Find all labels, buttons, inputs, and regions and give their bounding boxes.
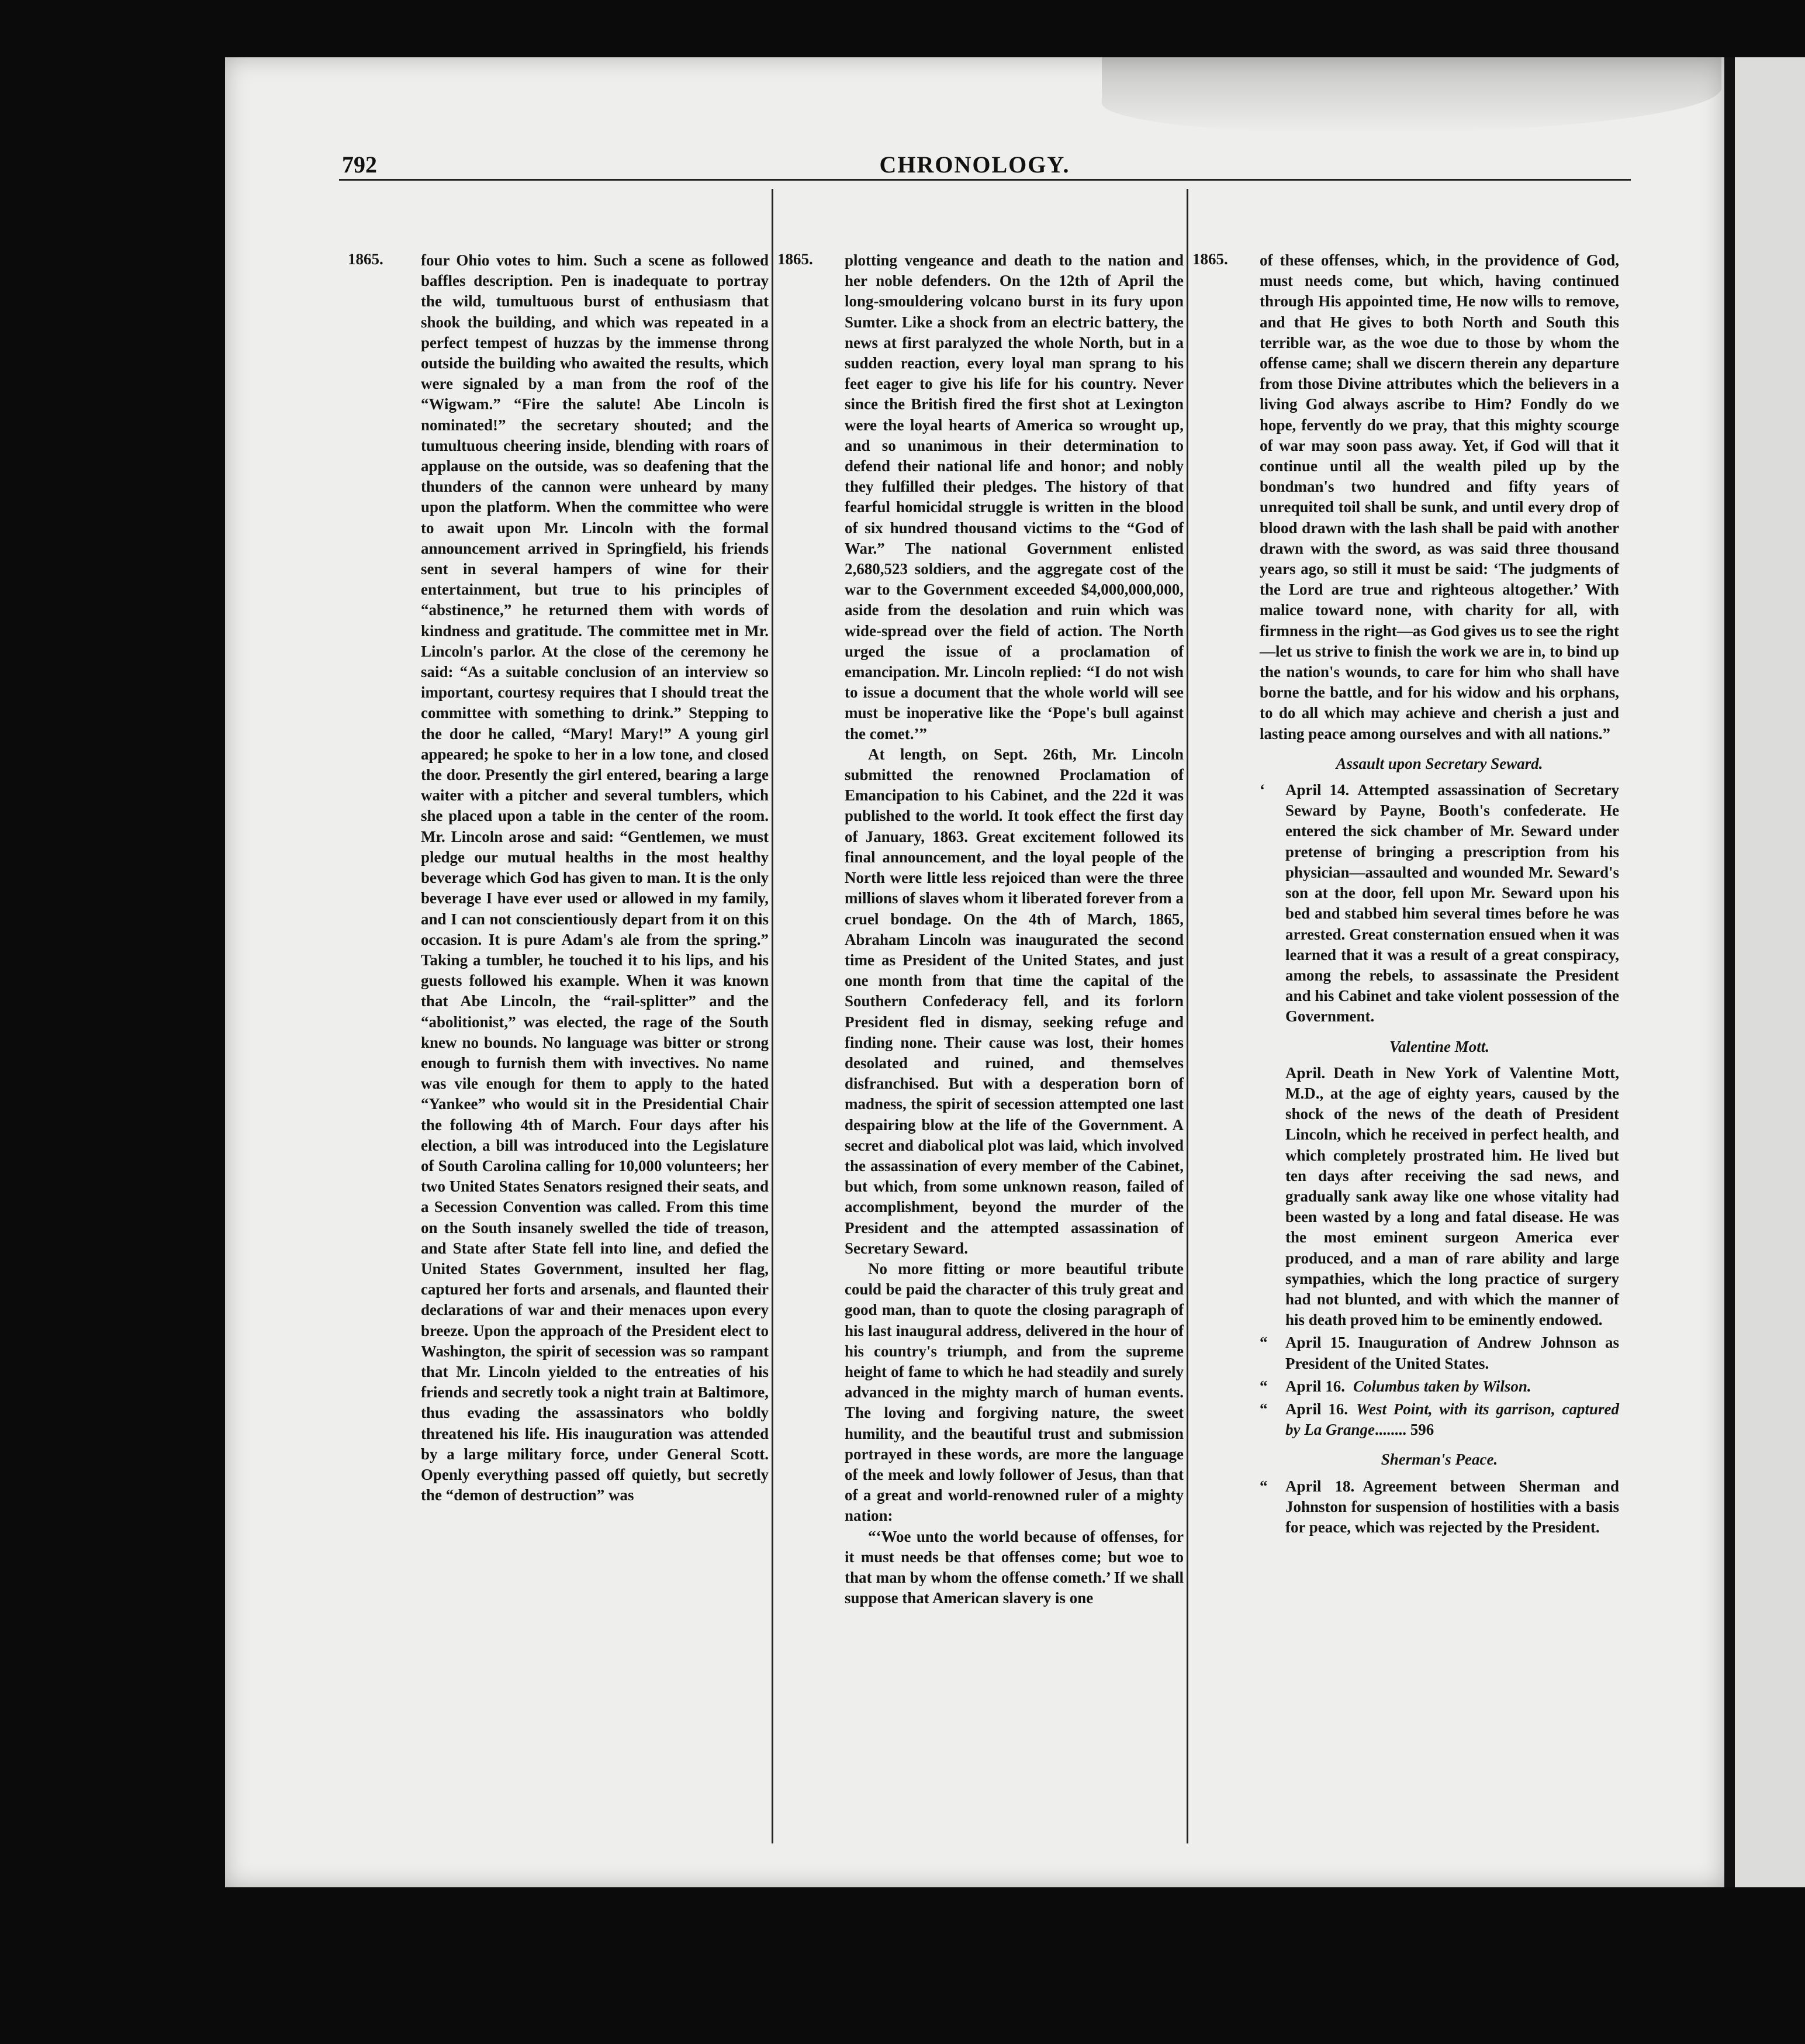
column-3 — [1260, 250, 1619, 1540]
ditto-mark: “ — [1260, 1377, 1268, 1395]
col1-text: four Ohio votes to him. Such a scene as followed baffles description. Pen is inadequate to portray the wild, tumultuous burst of enthusiasm that shook the building, and which was repeated in a perfect tempest of huzzas by the immense throng outside the building who awaited the results, which were signaled by a man from the roof of the “Wigwam.” “Fire the salute! Abe Lincoln is nominated!” the secretary shouted; and the tumultuous cheering inside, blending with roars of applause on the outside, was so deafening that the thunders of the cannon were unheard by many upon the platform. When the committee who were to await upon Mr. Lincoln with the formal announcement arrived in Springfield, his friends sent in several hampers of wine for their entertainment, but true to his principles of “abstinence,” he returned them with words of kindness and gratitude. The committee met in Mr. Lincoln's parlor. At the close of the ceremony he said: “As a suitable conclusion of an interview so important, courtesy requires that I should treat the committee with something to drink.” Stepping to the door he called, “Mary! Mary!” A young girl appeared; he spoke to her in a low tone, and closed the door. Presently the girl entered, bearing a large waiter with a pitcher and several tumblers, which she placed upon a table in the center of the room. Mr. Lincoln arose and said: “Gentlemen, we must pledge our mutual healths in the most healthy beverage which God has given to man. It is the only beverage I have ever used or allowed in my family, and I can not conscientiously depart from it on this occasion. It is pure Adam's ale from the spring.” Taking a tumbler, he touched it to his lips, and his guests followed his example. When it was known that Abe Lincoln, the “rail-splitter” and the “abolitionist,” was elected, the rage of the South knew no bounds. No language was bitter or strong enough to furnish them with invectives. No name was vile enough for them to apply to the hated “Yankee” who would sit in the Presidential Chair the following 4th of March. Four days after his election, a bill was introduced into the Legislature of South Carolina calling for 10,000 volunteers; her two United States Senators resigned their seats, and a Secession Convention was called. From this time on the South insanely swelled the tide of treason, and State after State fell into line, and defied the United States Government, insulted her flag, captured her forts and arsenals, and flaunted their declarations of war and their menaces upon every breeze. Upon the approach of the President elect to Washington, the spirit of secession was so rampant that Mr. Lincoln yielded to the entreaties of his friends and secretly took a night train at Baltimore, thus evading the assassinators who boldly threatened his life. His inauguration was attended by a large military force, under General Scott. Openly everything passed off quietly, but secretly the “demon of destruction” was — [421, 251, 769, 1504]
column-1 — [421, 250, 769, 1506]
entry-text: Attempted assassination of Secretary Seward by Payne, Booth's confederate. He entered the sick chamber of Mr. Seward under pretense of bringing a prescription from his physician—assaulted and wounded Mr. Seward's son at the door, fell upon Mr. Seward upon his bed and stabbed him several times before he was arrested. Great consternation ensued when it was learned that it was a result of a great conspiracy, among the rebels, to assassinate the President and his Cabinet and take violent possession of the Government. — [1285, 781, 1619, 1026]
entry-text: Death in New York of Valentine Mott, M.D., at the age of eighty years, caused by the shock of the news of the death of President Lincoln, which he received in perfect health, and which completely prostrated him. He lived but ten days after receiving the sad news, and gradually sank away like one whose vitality had been wasted by a long and fatal disease. He was the most eminent surgeon America ever produced, and a man of rare ability and large sympathies, which the long practice of surgery had not blunted, and with which the manner of his death proved him to be eminently endowed. — [1285, 1064, 1619, 1329]
entry-date: April 14. — [1285, 781, 1350, 799]
col3-paragraph-1: of these offenses, which, in the providence of God, must needs come, but which, having continued through His appointed time, He now wills to remove, and that He gives to both North and South this terrible war, as the woe due to those by whom the offense came; shall we discern therein any departure from those Divine attributes which the believers in a living God always ascribe to Him? Fondly do we hope, fervently do we pray, that this mighty scourge of war may soon pass away. Yet, if God will that it continue until all the wealth piled up by the bondman's two hundred and fifty years of unrequited toil shall be sunk, and until every drop of blood drawn with the lash shall be paid with another drawn with the sword, as was said three thousand years ago, so still it must be said: ‘The judgments of the Lord are true and righteous altogether.’ With malice toward none, with charity for all, with firmness in the right—as God gives us to see the right—let us strive to finish the work we are in, to bind up the nation's wounds, to care for him who shall have borne the battle, and for his widow and his orphans, to do all which may achieve and cherish a just and lasting peace among ourselves and with all nations.” — [1260, 251, 1619, 743]
entry-text: Agreement between Sherman and Johnston for suspension of hostilities with a basis for peace, which was rejected by the President. — [1285, 1477, 1619, 1536]
adjacent-page-edge — [1724, 57, 1805, 1887]
entry-date: April 18. — [1285, 1477, 1355, 1495]
col2-paragraph-1: plotting vengeance and death to the nation and her noble defenders. On the 12th of April the long-smouldering volcano burst in its fury upon Sumter. Like a shock from an electric battery, the news at first paralyzed the whole North, but in a sudden reaction, every loyal man sprang to his feet eager to give his life for his country. Never since the British fired the first shot at Lexington were the loyal hearts of America so wrought up, and so unanimous in their determination to defend their national life and honor; and nobly they fulfilled their pledges. The history of that fearful homicidal struggle is written in the blood of six hundred thousand victims to the “God of War.” The national Government enlisted 2,680,523 soldiers, and the aggregate cost of the war to the Government exceeded $4,000,000,000, aside from the desolation and ruin which was wide-spread over the field of action. The North urged the issue of a proclamation of emancipation. Mr. Lincoln replied: “I do not wish to issue a document that the whole world will see must be inoperative like the ‘Pope's bull against the comet.’” — [845, 251, 1184, 743]
ditto-mark: “ — [1260, 1477, 1268, 1495]
chronology-entry — [1260, 1476, 1619, 1538]
entry-date: April 16. — [1285, 1400, 1348, 1418]
column-2 — [845, 250, 1184, 1608]
page-number: 792 — [342, 151, 377, 178]
running-head: CHRONOLOGY. — [879, 151, 1070, 178]
entry-date: April. — [1285, 1064, 1326, 1082]
entry-text: Columbus taken by Wilson. — [1353, 1377, 1531, 1395]
column-divider-1 — [772, 189, 773, 1843]
chronology-entry — [1260, 1376, 1619, 1397]
chronology-entry — [1260, 780, 1619, 1027]
column-divider-2 — [1187, 189, 1188, 1843]
scanned-page — [225, 57, 1724, 1887]
chronology-entry — [1260, 1063, 1619, 1331]
ditto-mark: “ — [1260, 1400, 1268, 1418]
chronology-entry — [1260, 1399, 1619, 1440]
ditto-mark: “ — [1260, 1334, 1268, 1352]
ditto-mark: ‘ — [1260, 781, 1265, 799]
entry-date: April 16. — [1285, 1377, 1346, 1395]
year-label-col1: 1865. — [348, 250, 383, 268]
year-label-col3: 1865. — [1192, 250, 1228, 268]
col2-paragraph-4: “‘Woe unto the world because of offenses, for it must needs be that offenses come; but woe to that man by whom the offense cometh.’ If we shall suppose that American slavery is one — [845, 1527, 1184, 1607]
entry-date: April 15. — [1285, 1334, 1350, 1352]
page-header — [225, 151, 1724, 186]
entry-text: West Point, with its garrison, captured by La Grange — [1285, 1400, 1619, 1439]
entry-text: Inauguration of Andrew Johnson as President of the United States. — [1285, 1334, 1619, 1372]
col2-paragraph-3: No more fitting or more beautiful tribute could be paid the character of this truly great and good man, than to quote the closing paragraph of his last inaugural address, delivered in the hour of his country's triumph, and from the supreme height of fame to which he had steadily and surely advanced in the mighty march of human events. The loving and forgiving nature, the sweet humility, and the beautiful trust and submission portrayed in these words, are more the language of the meek and lowly follower of Jesus, than that of a great and world-renowned ruler of a mighty nation: — [845, 1259, 1184, 1525]
page-reference: ........ 596 — [1374, 1421, 1434, 1439]
section-heading-mott: Valentine Mott. — [1389, 1037, 1490, 1055]
water-stain — [1102, 57, 1721, 133]
col2-paragraph-2: At length, on Sept. 26th, Mr. Lincoln submitted the renowned Proclamation of Emancipation to his Cabinet, and the 22d it was published to the world. It took effect the first day of January, 1863. Great excitement followed its final announcement, and the loyal people of the North were little less rejoiced than were the three millions of slaves whom it liberated forever from a cruel bondage. On the 4th of March, 1865, Abraham Lincoln was inaugurated the second time as President of the United States, and just one month from that time the capital of the Southern Confederacy fell, and its forlorn President fled in dismay, seeking refuge and finding none. Their cause was lost, their homes desolated and ruined, and themselves disfranchised. But with a desperation born of madness, the spirit of secession attempted one last despairing blow at the life of the Government. A secret and diabolical plot was laid, which involved the assassination of every member of the Cabinet, but which, from some unknown reason, failed of accomplishment, beyond the murder of the President and the attempted assassination of Secretary Seward. — [845, 745, 1184, 1257]
year-label-col2: 1865. — [777, 250, 813, 268]
header-rule — [339, 179, 1631, 181]
section-heading-seward: Assault upon Secretary Seward. — [1336, 754, 1543, 772]
section-heading-sherman: Sherman's Peace. — [1381, 1451, 1498, 1469]
chronology-entry — [1260, 1332, 1619, 1373]
